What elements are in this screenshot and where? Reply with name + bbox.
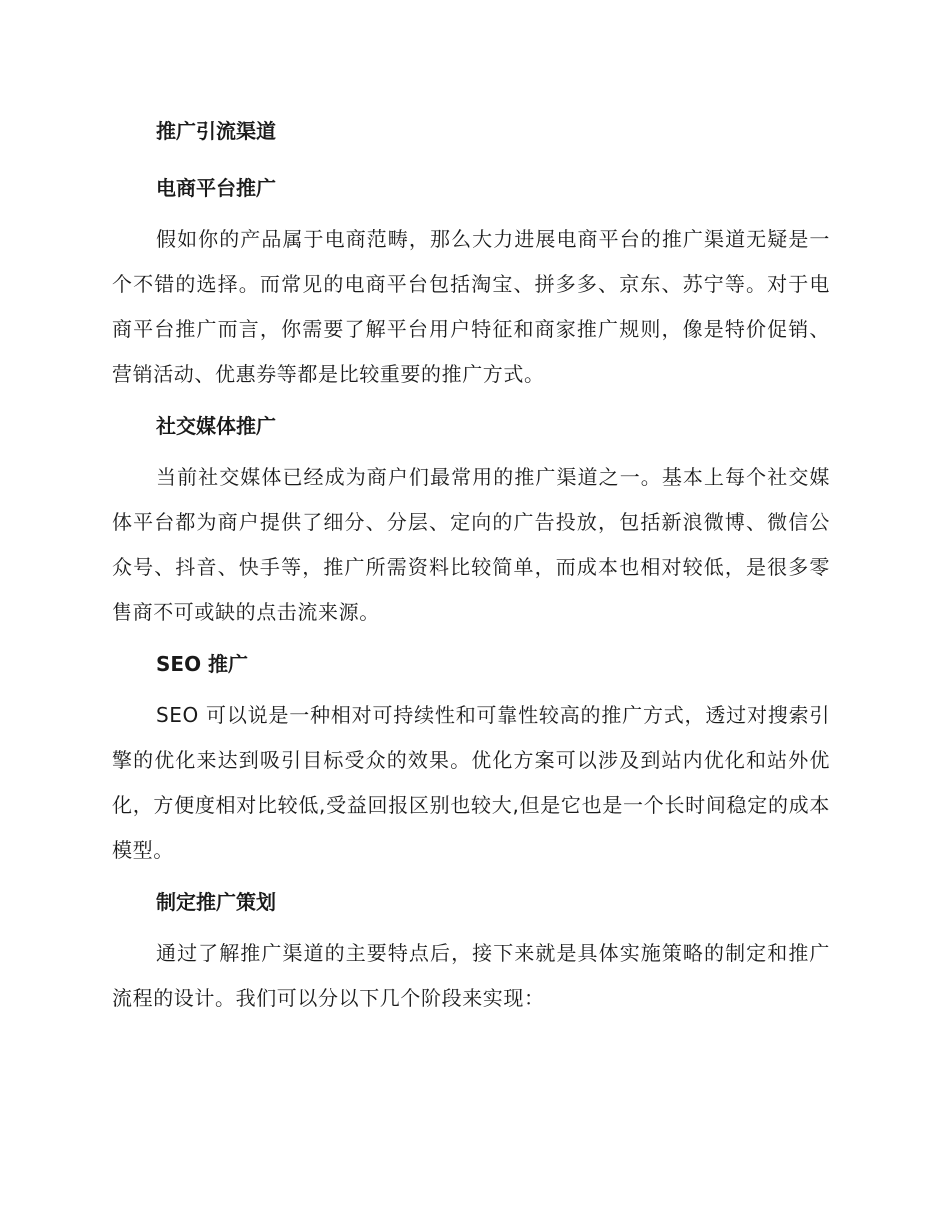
heading-promotion-planning: 制定推广策划 <box>156 890 276 914</box>
paragraph-seo: SEO 可以说是一种相对可持续性和可靠性较高的推广方式，透过对搜索引擎的优化来达到吸引目标受众的效果。优化方案可以涉及到站内优化和站外优化，方便度相对比较低,受益回报区别也较大,但是它也是一个长时间稳定的成本模型。 <box>112 703 830 862</box>
paragraph-ecommerce: 假如你的产品属于电商范畴，那么大力进展电商平台的推广渠道无疑是一个不错的选择。而常见的电商平台包括淘宝、拼多多、京东、苏宁等。对于电商平台推广而言，你需要了解平台用户特征和商家推广规则，像是特价促销、营销活动、优惠券等都是比较重要的推广方式。 <box>112 227 830 386</box>
heading-social-media-promotion: 社交媒体推广 <box>156 414 276 438</box>
heading-ecommerce-promotion: 电商平台推广 <box>156 176 276 200</box>
paragraph-social-media: 当前社交媒体已经成为商户们最常用的推广渠道之一。基本上每个社交媒体平台都为商户提供了细分、分层、定向的广告投放，包括新浪微博、微信公众号、抖音、快手等，推广所需资料比较简单，而成本也相对较低，是很多零售商不可或缺的点击流来源。 <box>112 465 830 624</box>
heading-promotion-channels: 推广引流渠道 <box>156 119 276 143</box>
heading-seo-promotion: SEO 推广 <box>156 652 249 676</box>
paragraph-planning: 通过了解推广渠道的主要特点后，接下来就是具体实施策略的制定和推广流程的设计。我们可以分以下几个阶段来实现： <box>112 941 830 1010</box>
